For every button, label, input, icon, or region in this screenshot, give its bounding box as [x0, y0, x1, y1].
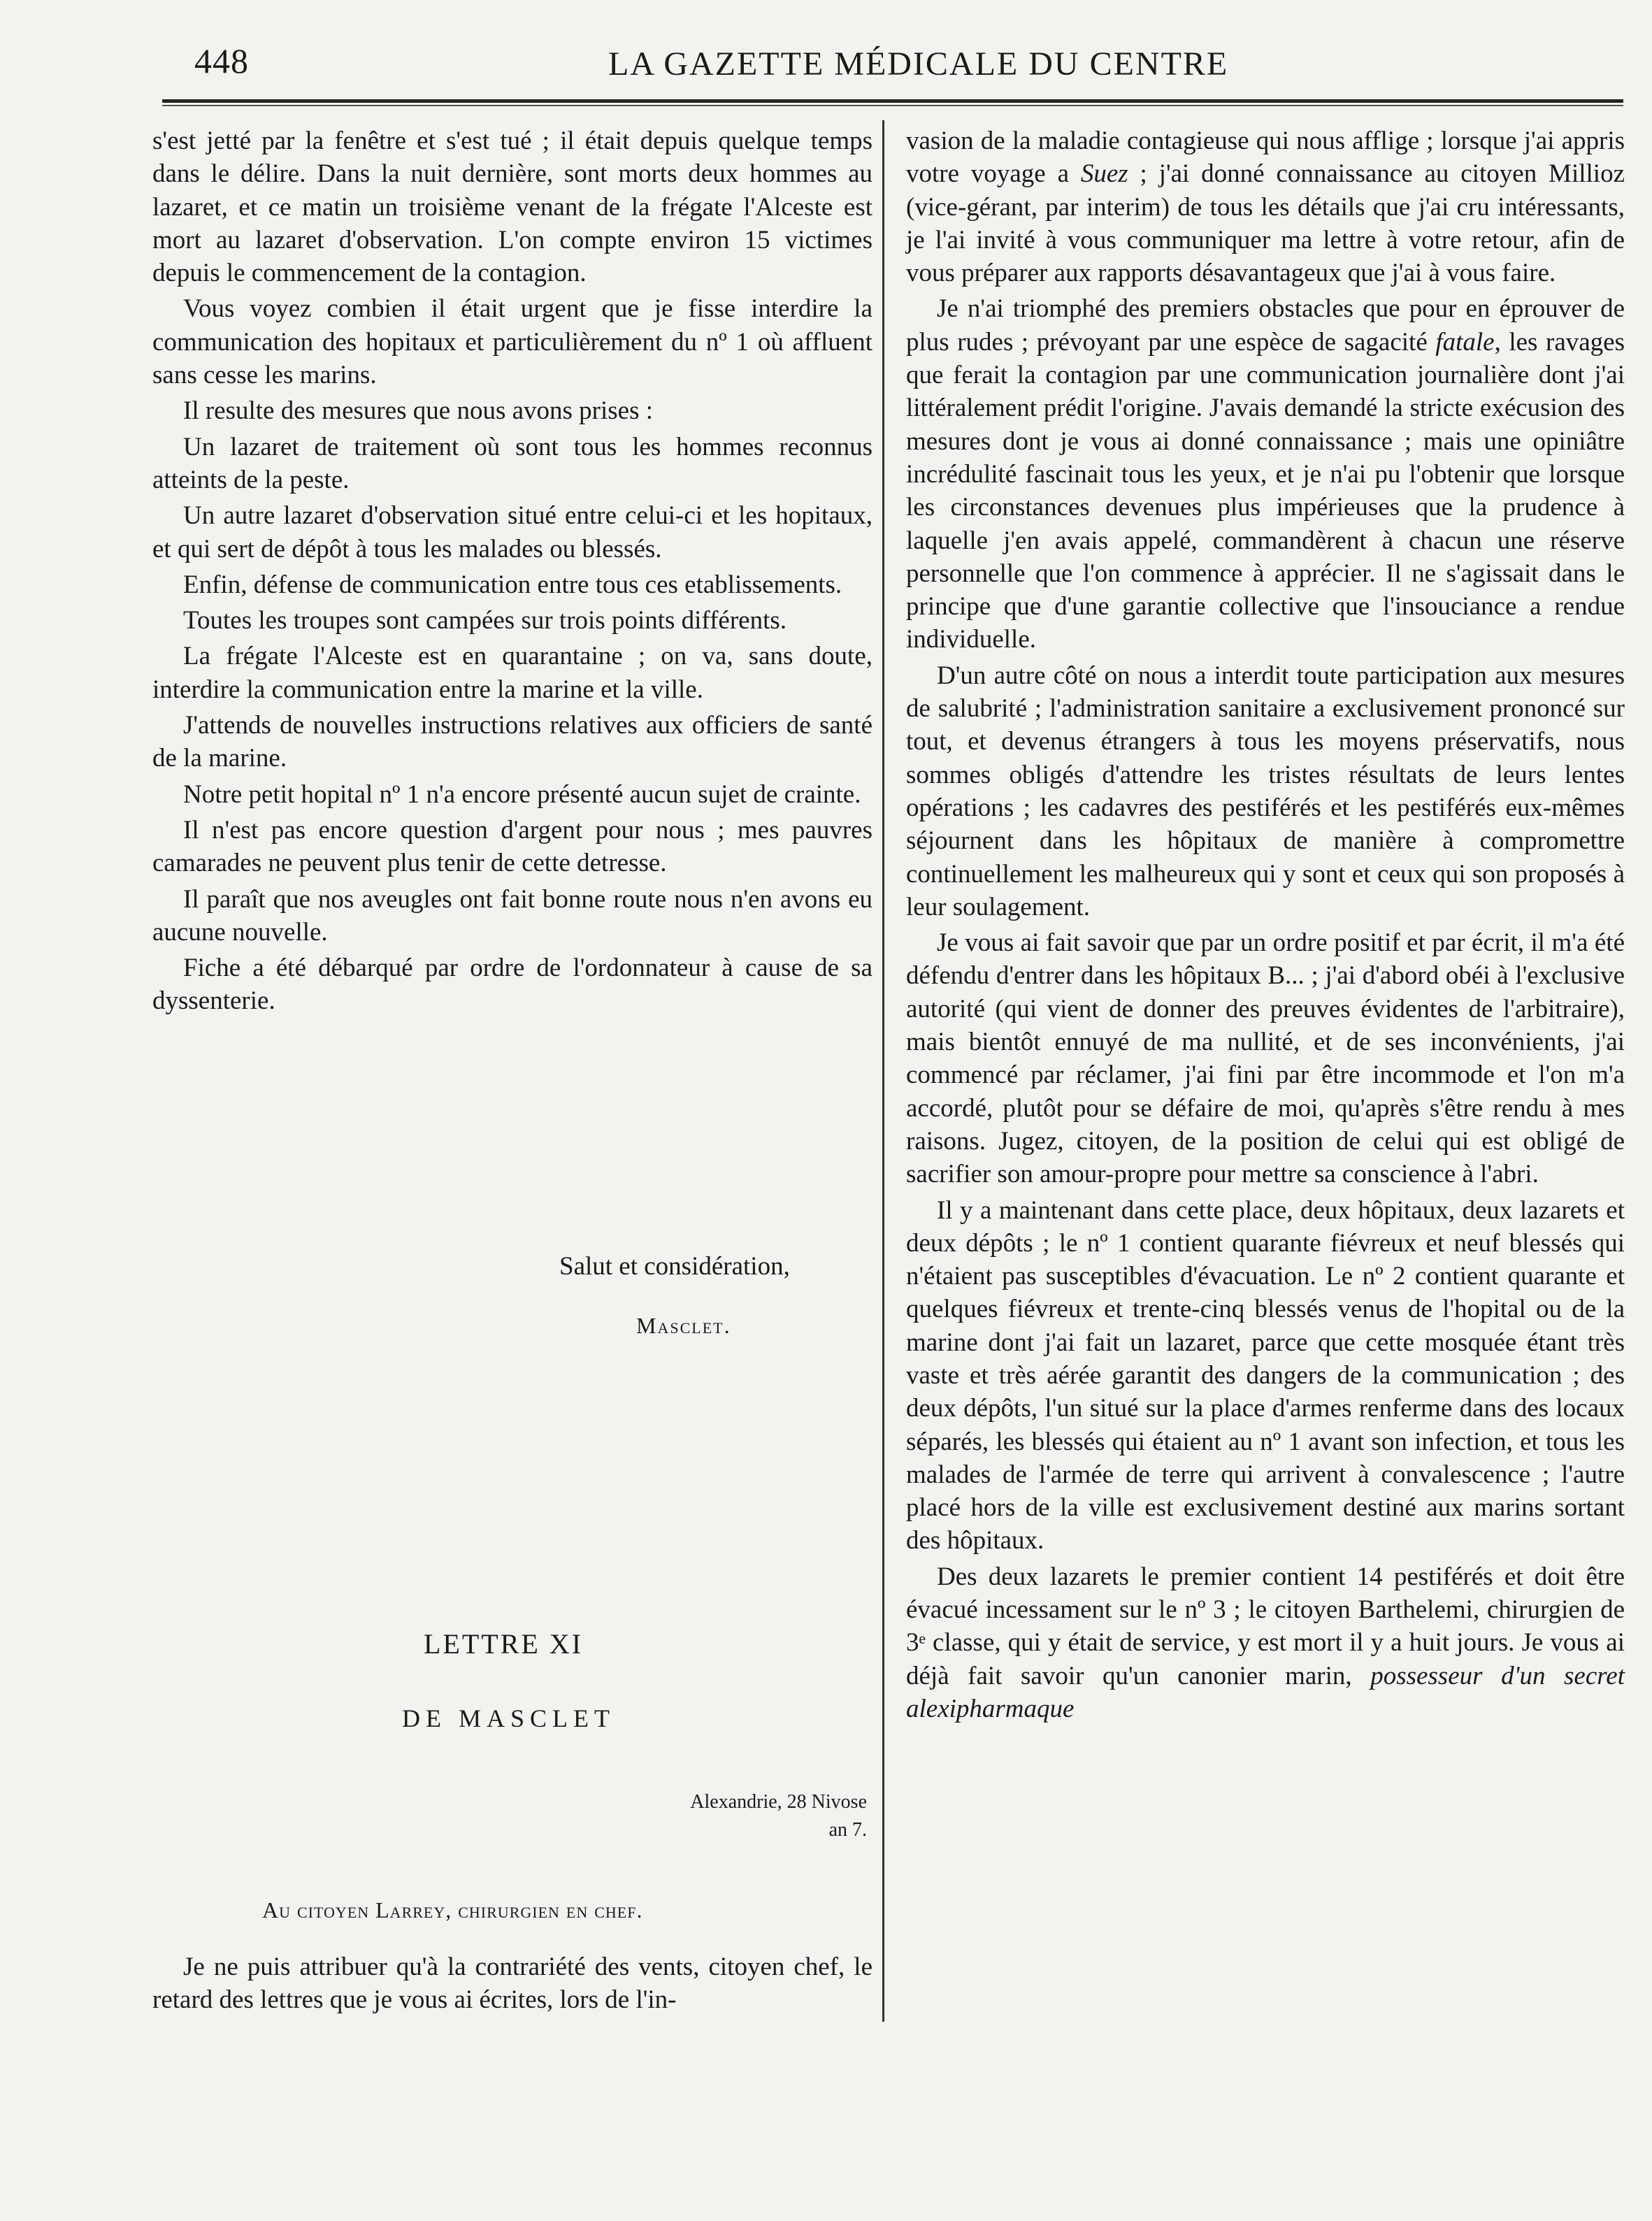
left-column-bottom — [152, 1950, 872, 2020]
header-rule-thin — [162, 105, 1623, 106]
journal-title: LA GAZETTE MÉDICALE DU CENTRE — [608, 45, 1229, 82]
paragraph: Il resulte des mesures que nous avons prises : — [183, 396, 654, 426]
paragraph: Fiche a été débarqué par ordre de l'ordonnateur à cause de sa dyssenterie. — [152, 954, 872, 1016]
right-column — [906, 124, 1625, 1728]
page-number: 448 — [194, 41, 249, 80]
letter-title: LETTRE XI — [424, 1628, 584, 1660]
paragraph: D'un autre côté on nous a interdit toute participation aux mesures de salubrité ; l'administration sanitaire a exclusivement prononcé sur tout, et devenus étrangers à tous les moyens préservatifs, nous sommes obligés d'attendre les tristes résultats de leurs lentes opérations ; les cadavres des pestiférés et les pestiférés eux-mêmes séjournent dans les hôpitaux de manière à compromettre continuellement les malheureux qui y sont et ceux qui son proposés à leur soulagement. — [906, 661, 1625, 921]
dateline — [671, 1788, 867, 1844]
letter-closing: Salut et considération, — [559, 1252, 790, 1281]
italic-text: Suez — [1080, 159, 1128, 189]
paragraph: s'est jetté par la fenêtre et s'est tué ; il était depuis quelque temps dans le délire. Dans la nuit dernière, sont morts deux hommes au lazaret, et ce matin un troisième venant de la frégate l'Alceste est mort au lazaret d'observation. L'on compte environ 15 victimes depuis le commencement de la contagion. — [152, 127, 872, 288]
paragraph: Enfin, défense de communication entre tous ces etablissements. — [183, 570, 842, 599]
paragraph — [906, 1560, 1625, 1725]
text-run: Des deux lazarets le premier contient 14 pestiférés et doit être évacué incessament sur le nº 3 ; le citoyen Barthelemi, chirurgien de 3ᵉ classe, qui y était de service, y est mort il y a huit jours. Je vous ai déjà fait savoir qu'un canonier marin, — [906, 1562, 1625, 1690]
paragraph: J'attends de nouvelles instructions relatives aux officiers de santé de la marine. — [152, 711, 872, 773]
paragraph: Il paraît que nos aveugles ont fait bonne route nous n'en avons eu aucune nouvelle. — [152, 884, 872, 947]
letter-author: DE MASCLET — [402, 1704, 615, 1732]
paragraph — [906, 124, 1625, 289]
paragraph: Vous voyez combien il était urgent que je fisse interdire la communication des hopitaux et particulièrement du nº 1 où affluent sans cesse les marins. — [152, 294, 872, 390]
paragraph: Un lazaret de traitement où sont tous les hommes reconnus atteints de la peste. — [152, 432, 872, 494]
paragraph: Il n'est pas encore question d'argent pour nous ; mes pauvres camarades ne peuvent plus tenir de cette detresse. — [152, 815, 872, 878]
column-divider — [882, 120, 884, 2022]
page-header — [189, 41, 1615, 89]
text-run: ; j'ai donné connaissance au citoyen Millioz (vice-gérant, par interim) de tous les détails que j'ai cru intéressants, je l'ai invité à vous communiquer ma lettre à votre retour, afin de vous préparer aux rapports désavantageux que j'ai à vous faire. — [906, 159, 1625, 288]
paragraph: Un autre lazaret d'observation situé entre celui-ci et les hopitaux, et qui sert de dépôt à tous les malades ou blessés. — [152, 501, 872, 563]
paragraph: Il y a maintenant dans cette place, deux hôpitaux, deux lazarets et deux dépôts ; le nº 1 contient quarante fiévreux et neuf blessés qui n'étaient pas susceptibles d'évacuation. Le nº 2 contient quarante et quelques fiévreux et trente-cinq blessés venus de l'hopital ou de la marine dont j'ai fait un lazaret, parce que cette mosquée étant très vaste et très aérée garantit des dangers de la communication ; des deux dépôts, l'un situé sur la place d'armes renferme dans des locaux séparés, les blessés qui étaient au nº 1 avant son infection, et tous les malades de l'armée de terre qui arrivent à convalescence ; l'autre placé hors de la ville est exclusivement destiné aux marins sortant des hôpitaux. — [906, 1195, 1625, 1555]
paragraph: Notre petit hopital nº 1 n'a encore présenté aucun sujet de crainte. — [183, 779, 861, 809]
dateline-year: an 7. — [828, 1819, 867, 1841]
letter-signature: Masclet. — [636, 1313, 731, 1338]
header-rule — [162, 99, 1623, 103]
italic-text: fatale — [1435, 327, 1495, 357]
text-run: vasion de la maladie contagieuse qui nous afflige ; lorsque j'ai appris votre voyage a — [906, 127, 1625, 189]
left-column — [152, 124, 872, 1021]
paragraph: Toutes les troupes sont campées sur trois points différents. — [183, 606, 787, 635]
paragraph: La frégate l'Alceste est en quarantaine ; on va, sans doute, interdire la communication entre la marine et la ville. — [152, 642, 872, 704]
paragraph: Je vous ai fait savoir que par un ordre positif et par écrit, il m'a été défendu d'entrer dans les hôpitaux B... ; j'ai d'abord obéi à l'exclusive autorité (qui vient de donner des preuves évidentes de l'arbitraire), mais bientôt ennuyé de ma nullité, et de ses inconvénients, j'ai commencé par réclamer, j'ai fini par être incommode et l'on m'a accordé, plutôt pour se défaire de moi, qu'après s'être rendu à mes raisons. Jugez, citoyen, de la position de celui qui est obligé de sacrifier son amour-propre pour mettre sa conscience à l'abri. — [906, 928, 1625, 1189]
paragraph: Je ne puis attribuer qu'à la contrariété des vents, citoyen chef, le retard des lettres que je vous ai écrites, lors de l'in- — [152, 1953, 872, 2015]
letter-addressee: Au citoyen Larrey, chirurgien en chef. — [262, 1897, 643, 1922]
italic-text: possesseur d'un secret alexipharmaque — [906, 1661, 1625, 1723]
paragraph — [906, 292, 1625, 656]
dateline-place-date: Alexandrie, 28 Nivose — [690, 1791, 867, 1813]
text-run: Je n'ai triomphé des premiers obstacles que pour en éprouver de plus rudes ; prévoyant par une espèce de sagacité — [906, 294, 1625, 357]
text-run: , les ravages que ferait la contagion par une communication journalière dont j'ai littéralement prédit l'origine. J'avais demandé la stricte exécusion des mesures dont je vous ai donné connaissance ; mais une opiniâtre incrédulité fascinait tous les yeux, et je n'ai pu l'obtenir que lorsque les circonstances devenues plus impérieuses que la prudence à laquelle j'en avais appelé, commandèrent à chacun une réserve personnelle que l'on commence à apprécier. Il ne s'agissait dans le principe que d'une garantie collective que l'insouciance a rendue individuelle. — [906, 327, 1625, 654]
